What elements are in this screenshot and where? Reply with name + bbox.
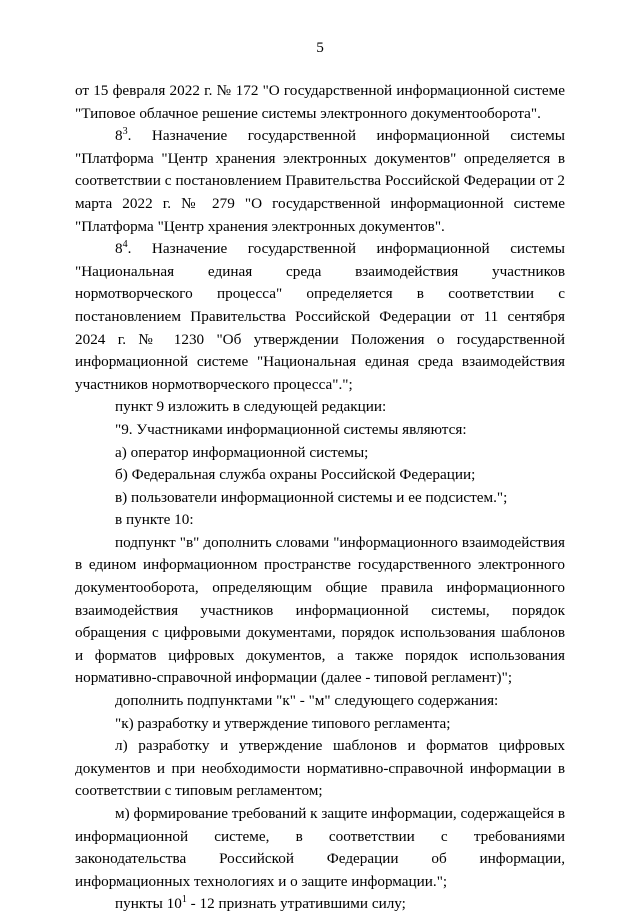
list-item-k: "к) разработку и утверждение типового регламента; xyxy=(115,714,451,732)
clause-text: . Назначение государственной информационной системы "Платформа "Центр хранения электронных документов" определяется в соответствии с постановлением Правительства Российской Федерации от 2 марта 2022 г. № 279 "О государственной информационной системе "Платформа "Центр хранения электронных документов". xyxy=(75,127,565,235)
clause-superscript: 4 xyxy=(122,239,128,251)
clause-superscript: 1 xyxy=(181,894,187,906)
page-number: 5 xyxy=(316,39,324,56)
document-body xyxy=(75,80,565,916)
list-item-v: в) пользователи информационной системы и ее подсистем."; xyxy=(115,488,508,506)
list-item-a: а) оператор информационной системы; xyxy=(115,443,369,461)
paragraph-add-subpoints: дополнить подпунктами "к" - "м" следующего содержания: xyxy=(115,692,499,710)
paragraph-8-3 xyxy=(75,125,565,238)
paragraph-point-9-text: "9. Участниками информационной системы являются: xyxy=(115,420,467,438)
paragraph-point-9-intro: пункт 9 изложить в следующей редакции: xyxy=(115,398,387,416)
clause-number: 8 xyxy=(115,240,123,258)
clause-number: 8 xyxy=(115,127,123,145)
clause-text: . Назначение государственной информационной системы "Национальная единая среда взаимодействия участников нормотворческого процесса" определяется в соответствии с постановлением Правительства Российской Федерации от 11 сентября 2024 г. № 1230 "Об утверждении Положения о государственной информационной системе "Национальная единая среда взаимодействия участников нормотворческого процесса"."; xyxy=(75,240,565,393)
paragraph-8-4 xyxy=(75,238,565,396)
clause-superscript: 3 xyxy=(122,126,128,138)
clause-text: - 12 признать утратившими силу; xyxy=(186,895,406,913)
paragraph-point-10-intro: в пункте 10: xyxy=(115,511,194,529)
list-item-l: л) разработку и утверждение шаблонов и форматов цифровых документов и при необходимости нормативно-справочной информации в соответствии с типовым регламентом; xyxy=(75,737,565,800)
list-item-m: м) формирование требований к защите информации, содержащейся в информационной системе, в соответствии с требованиями законодательства Российской Федерации об информации, информационных технологиях и о защите информации."; xyxy=(75,805,565,890)
list-item-b: б) Федеральная служба охраны Российской Федерации; xyxy=(115,466,476,484)
paragraph-ref-172: от 15 февраля 2022 г. № 172 "О государственной информационной системе "Типовое облачное решение системы электронного документооборота". xyxy=(75,82,565,122)
paragraph-subpoint-v: подпункт "в" дополнить словами "информационного взаимодействия в едином информационном пространстве государственного электронного документооборота, определяющим общие правила информационного взаимодействия участников информационной системы, порядок обращения с цифровыми документами, порядок использования шаблонов и форматов цифровых документов, а также порядок использования нормативно-справочной информации (далее - типовой регламент)"; xyxy=(75,533,565,687)
clause-prefix: пункты 10 xyxy=(115,895,182,913)
